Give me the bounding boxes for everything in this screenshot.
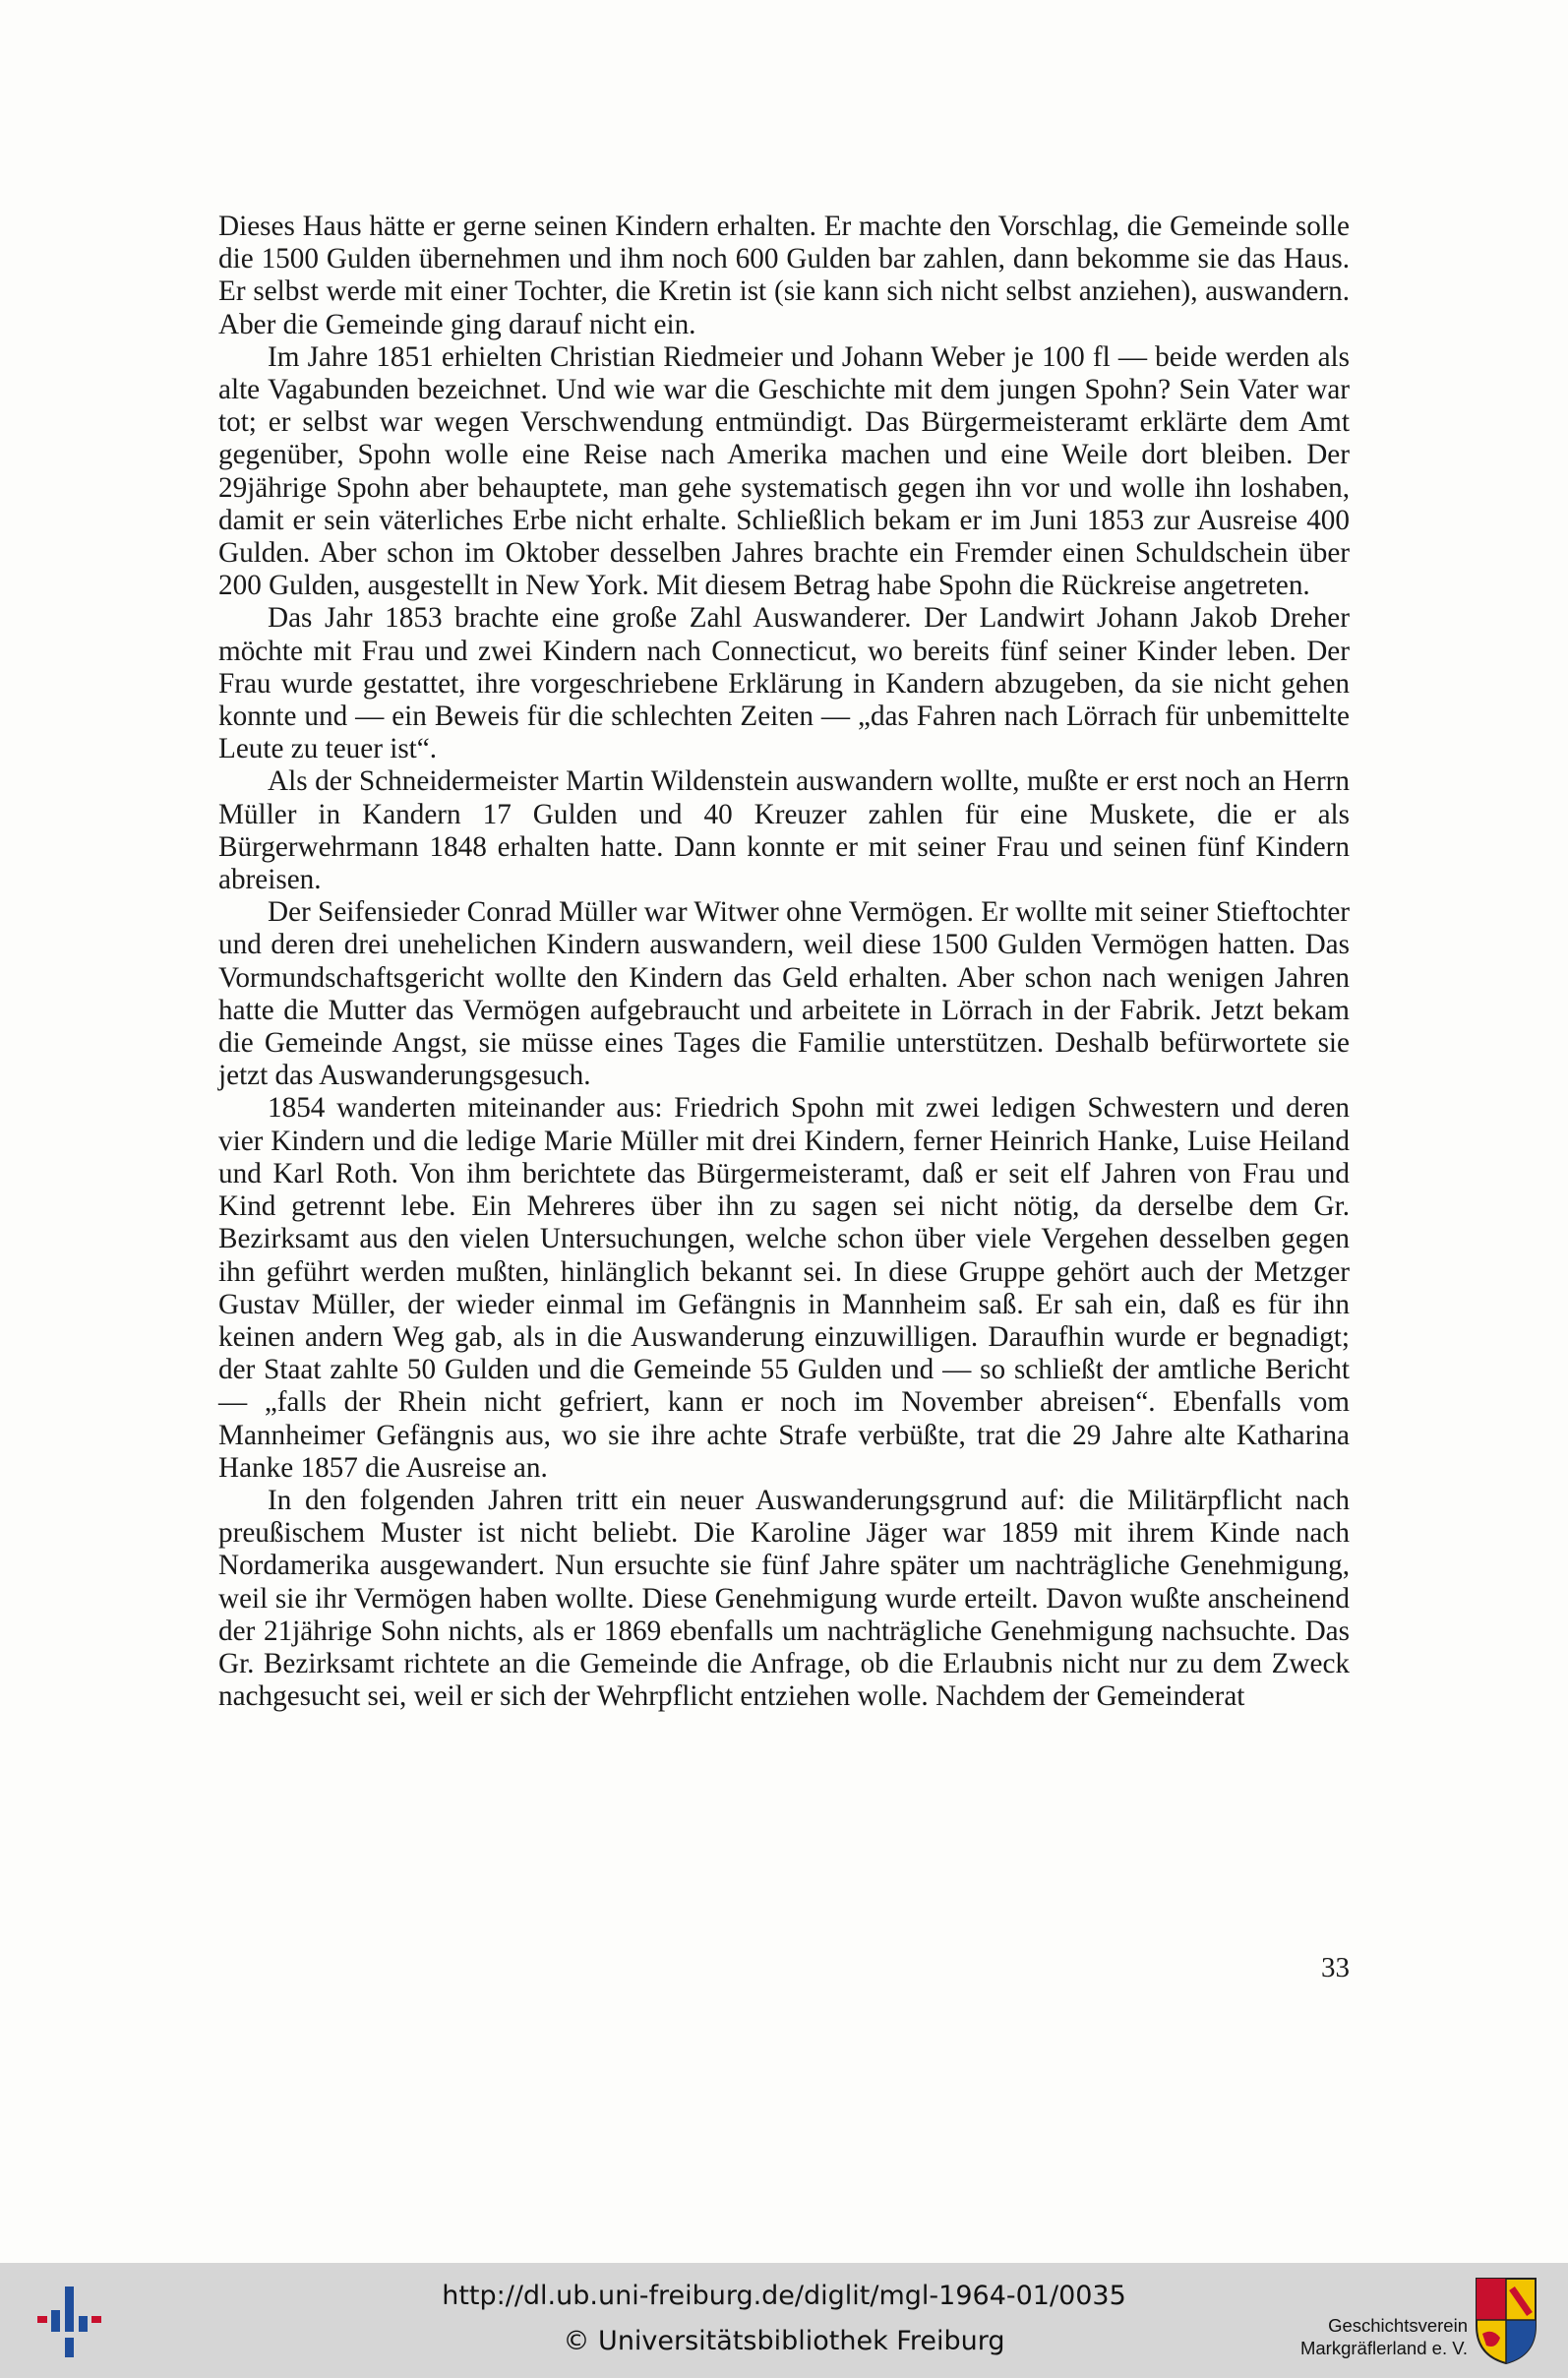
paragraph: Dieses Haus hätte er gerne seinen Kindern erhalten. Er machte den Vorschlag, die Gemeinde solle die 1500 Gulden übernehmen und ihm noch 600 Gulden bar zahlen, dann bekomme sie das Haus. Er selbst werde mit einer Tochter, die Kretin ist (sie kann sich nicht selbst anziehen), auswandern. Aber die Gemeinde ging darauf nicht ein. xyxy=(218,211,1350,340)
paragraph: Als der Schneidermeister Martin Wildenstein auswandern wollte, mußte er erst noch an Herrn Müller in Kandern 17 Gulden und 40 Kreuzer zahlen für eine Muskete, die er als Bürgerwehrmann 1848 erhalten hatte. Dann konnte er mit seiner Frau und seinen fünf Kindern abreisen. xyxy=(218,765,1350,896)
paragraph: In den folgenden Jahren tritt ein neuer Auswanderungsgrund auf: die Militärpflicht nach preußischem Muster ist nicht beliebt. Die Karoline Jäger war 1859 mit ihrem Kinde nach Nordamerika ausgewandert. Nun ersuchte sie fünf Jahre später um nachträgliche Genehmigung, weil sie ihr Vermögen haben wollte. Diese Genehmigung wurde erteilt. Davon wußte anscheinend der 21jährige Sohn nichts, als er 1869 ebenfalls um nachträgliche Genehmigung nachsuchte. Das Gr. Bezirksamt richtete an die Gemeinde die Anfrage, ob die Erlaubnis nicht nur zu dem Zweck nachgesucht sei, weil er sich der Wehrpflicht entziehen wolle. Nachdem der Gemeinderat xyxy=(218,1484,1350,1713)
paragraph: Im Jahre 1851 erhielten Christian Riedmeier und Johann Weber je 100 fl — beide werden als alte Vagabunden bezeichnet. Und wie war die Geschichte mit dem jungen Spohn? Sein Vater war tot; er selbst war wegen Verschwendung entmündigt. Das Bürgermeisteramt erklärte dem Amt gegenüber, Spohn wolle eine Reise nach Amerika machen und eine Weile dort bleiben. Der 29jährige Spohn aber behauptete, man gehe systematisch gegen ihn vor und wolle ihn loshaben, damit er sein väterliches Erbe nicht erhalte. Schließlich bekam er im Juni 1853 zur Ausreise 400 Gulden. Aber schon im Oktober desselben Jahres brachte ein Fremder einen Schuldschein über 200 Gulden, ausgestellt in New York. Mit diesem Betrag habe Spohn die Rückreise angetreten. xyxy=(218,340,1350,602)
society-line-1: Geschichtsverein xyxy=(1328,2315,1468,2336)
coat-of-arms-icon xyxy=(1473,2275,1539,2365)
paragraph: Das Jahr 1853 brachte eine große Zahl Auswanderer. Der Landwirt Johann Jakob Dreher möchte mit Frau und zwei Kindern nach Connecticut, wo bereits fünf seiner Kinder leben. Der Frau wurde gestattet, ihre vorgeschriebene Erklärung in Kandern abzugeben, da sie nicht gehen konnte und — ein Beweis für die schlechten Zeiten — „das Fahren nach Lörrach für unbemittelte Leute zu teuer ist“. xyxy=(218,602,1350,765)
copyright-notice: © Universitätsbibliothek Freiburg xyxy=(563,2326,1005,2356)
viewer-footer xyxy=(0,2263,1568,2378)
paragraph: Der Seifensieder Conrad Müller war Witwer ohne Vermögen. Er wollte mit seiner Stieftochter und deren drei unehelichen Kindern auswandern, weil diese 1500 Gulden Vermögen hatten. Das Vormundschaftsgericht wollte den Kindern das Geld erhalten. Aber schon nach wenigen Jahren hatte die Mutter das Vermögen aufgebraucht und arbeitete in Lörrach in der Fabrik. Jetzt bekam die Gemeinde Angst, sie müsse eines Tages die Familie unterstützen. Deshalb befürwortete sie jetzt das Auswanderungsgesuch. xyxy=(218,896,1350,1092)
body-text xyxy=(218,211,1350,1713)
society-name xyxy=(1261,2314,1468,2359)
document-url[interactable]: http://dl.ub.uni-freiburg.de/diglit/mgl-1964-01/0035 xyxy=(442,2281,1126,2311)
page-number: 33 xyxy=(1321,1952,1350,1983)
society-line-2: Markgräflerland e. V. xyxy=(1299,2338,1468,2358)
paragraph: 1854 wanderten miteinander aus: Friedrich Spohn mit zwei ledigen Schwestern und deren vier Kindern und die ledige Marie Müller mit drei Kindern, ferner Heinrich Hanke, Luise Heiland und Karl Roth. Von ihm berichtete das Bürgermeisteramt, daß er seit elf Jahren von Frau und Kind getrennt lebe. Ein Mehreres über ihn zu sagen sei nicht nötig, da derselbe dem Gr. Bezirksamt aus den vielen Untersuchungen, welche schon über viele Vergehen desselben gegen ihn geführt werden mußten, hinlänglich bekannt sei. In diese Gruppe gehört auch der Metzger Gustav Müller, der wieder einmal im Gefängnis in Mannheim saß. Er sah ein, daß es für ihn keinen andern Weg gab, als in die Auswanderung einzuwilligen. Daraufhin wurde er begnadigt; der Staat zahlte 50 Gulden und die Gemeinde 55 Gulden und — so schließt der amtliche Bericht — „falls der Rhein nicht gefriert, kann er noch im November abreisen“. Ebenfalls vom Mannheimer Gefängnis aus, wo sie ihre achte Strafe verbüßte, trat die 29 Jahre alte Katharina Hanke 1857 die Ausreise an. xyxy=(218,1092,1350,1484)
